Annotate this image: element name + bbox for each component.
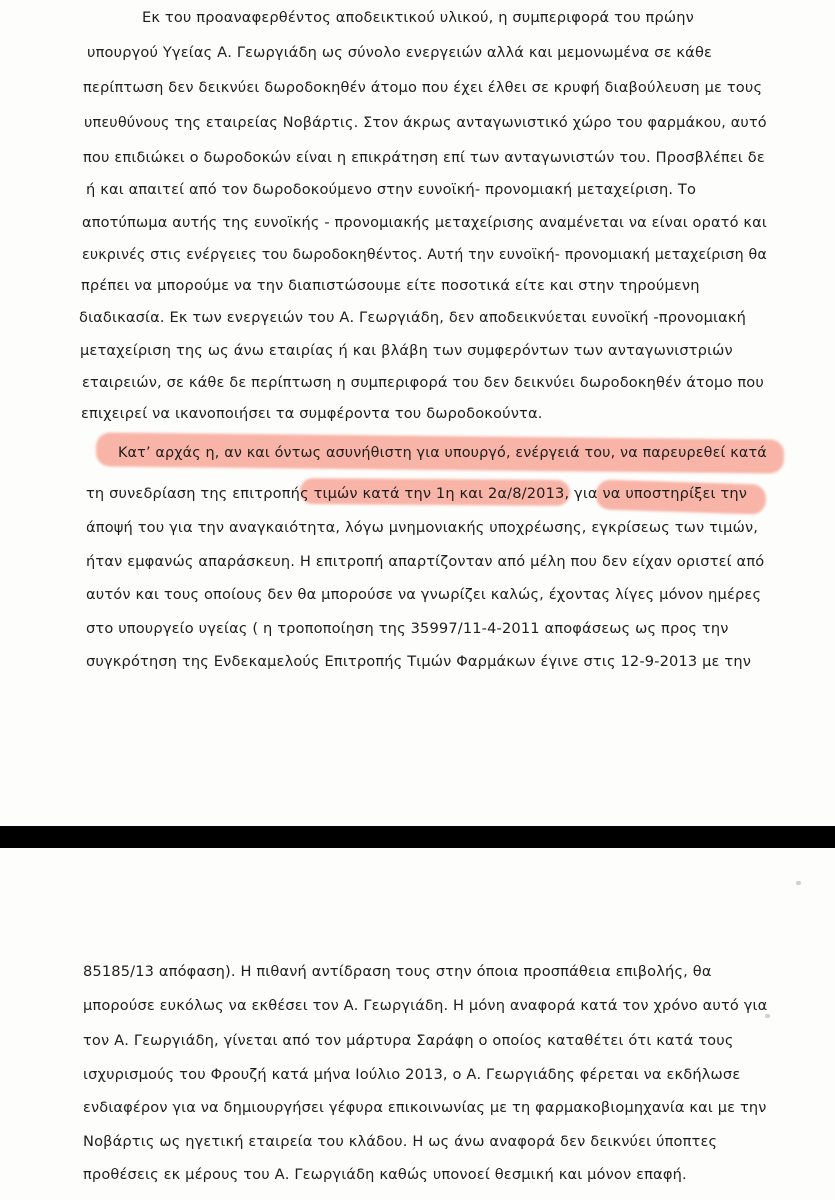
paragraph-1-line-4: υπευθύνους της εταιρείας Νοβάρτις. Στον άκρως ανταγωνιστικό χώρο του φαρμάκου, αυτό <box>84 114 767 131</box>
scan-speck <box>796 881 801 885</box>
paragraph-1-line-1: Εκ του προαναφερθέντος αποδεικτικού υλικού, η συμπεριφορά του πρώην <box>142 9 694 26</box>
paragraph-1-line-5: που επιδιώκει ο δωροδοκών είναι η επικράτηση επί των ανταγωνιστών του. Προσβλέπει δε <box>83 149 765 166</box>
page-2-line-3: τον Α. Γεωργιάδη, γίνεται από τον μάρτυρα Σαράφη ο οποίος καταθέτει ότι κατά τους <box>83 1032 734 1049</box>
page-2-line-5: ενδιαφέρον για να δημιουργήσει γέφυρα επικοινωνίας με τη φαρμακοβιομηχανία και με την <box>83 1099 767 1116</box>
paragraph-1-line-7: αποτύπωμα αυτής της ευνοϊκής - προνομιακής μεταχείρισης αναμένεται να είναι ορατό και <box>82 214 767 231</box>
page-2-line-6: Νοβάρτις ως ηγετική εταιρεία του κλάδου. Η ως άνω αναφορά δεν δεικνύει ύποπτες <box>83 1133 718 1150</box>
page-separator <box>0 826 835 848</box>
paragraph-2-line-7: συγκρότηση της Ενδεκαμελούς Επιτροπής Τιμών Φαρμάκων έγινε στις 12-9-2013 με την <box>86 653 752 670</box>
paragraph-2-line-1: Κατ’ αρχάς η, αν και όντως ασυνήθιστη για υπουργό, ενέργειά του, να παρευρεθεί κατά <box>118 444 767 461</box>
paragraph-2-line-2: τη συνεδρίαση της επιτροπής τιμών κατά την 1η και 2α/8/2013, για να υποστηρίξει την <box>86 485 748 502</box>
page-2-line-2: μπορούσε ευκόλως να εκθέσει τον Α. Γεωργιάδη. Η μόνη αναφορά κατά τον χρόνο αυτό για <box>83 997 768 1014</box>
paragraph-1-line-2: υπουργού Υγείας Α. Γεωργιάδη ως σύνολο ενεργειών αλλά και μεμονωμένα σε κάθε <box>87 44 713 61</box>
page-2-line-7: προθέσεις εκ μέρους του Α. Γεωργιάδη καθώς υπονοεί θεσμική και μόνον επαφή. <box>83 1166 687 1183</box>
paragraph-1-line-12: εταιρειών, σε κάθε δε περίπτωση η συμπεριφορά του δεν δεικνύει δωροδοκηθέν άτομο που <box>82 374 764 391</box>
paragraph-2-line-3: άποψή του για την αναγκαιότητα, λόγω μνημονιακής υποχρέωσης, εγκρίσεως των τιμών, <box>86 519 759 536</box>
paragraph-1-line-9: πρέπει να μπορούμε να την διαπιστώσουμε είτε ποσοτικά είτε και στην τηρούμενη <box>81 277 700 294</box>
page-2-line-1: 85185/13 απόφαση). Η πιθανή αντίδραση τους στην όποια προσπάθεια επιβολής, θα <box>83 963 712 980</box>
paragraph-1-line-6: ή και απαιτεί από τον δωροδοκούμενο στην ευνοϊκή- προνομιακή μεταχείριση. Το <box>86 181 697 198</box>
paragraph-2-line-6: στο υπουργείο υγείας ( η τροποποίηση της 35997/11-4-2011 αποφάσεως ως προς την <box>86 620 729 637</box>
paragraph-1-line-11: μεταχείριση της ως άνω εταιρίας ή και βλάβη των συμφερόντων των ανταγωνιστριών <box>80 342 733 359</box>
document-page-bottom <box>0 848 835 1200</box>
paragraph-1-line-13: επιχειρεί να ικανοποιήσει τα συμφέροντα του δωροδοκούντα. <box>81 405 543 422</box>
paragraph-2-line-4: ήταν εμφανώς απαράσκευη. Η επιτροπή απαρτίζονταν από μέλη που δεν είχαν οριστεί από <box>86 553 765 570</box>
page-2-line-4: ισχυρισμούς του Φρουζή κατά μήνα Ιούλιο 2013, ο Α. Γεωργιάδης φέρεται να εκδήλωσε <box>83 1066 741 1083</box>
paragraph-1-line-3: περίπτωση δεν δεικνύει δωροδοκηθέν άτομο που έχει έλθει σε κρυφή διαβούλευση με τους <box>83 79 763 96</box>
paragraph-1-line-8: ευκρινές στις ενέργειες του δωροδοκηθέντος. Αυτή την ευνοϊκή- προνομιακή μεταχείριση θα <box>82 246 767 263</box>
paragraph-2-line-5: αυτόν και τους οποίους δεν θα μπορούσε να γνωρίζει καλώς, έχοντας λίγες μόνον ημέρες <box>86 586 762 603</box>
paragraph-1-line-10: διαδικασία. Εκ των ενεργειών του Α. Γεωργιάδη, δεν αποδεικνύεται ευνοϊκή -προνομιακή <box>79 309 747 326</box>
